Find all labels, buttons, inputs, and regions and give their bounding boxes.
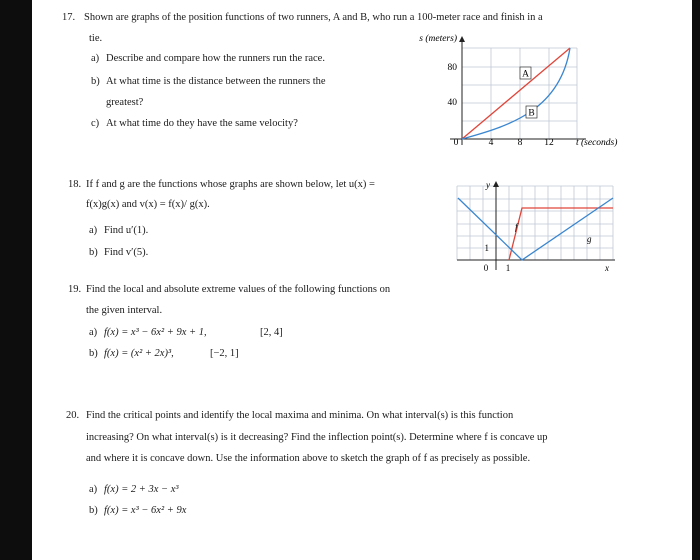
- part-label: a): [91, 53, 100, 64]
- x-tick-label: 4: [488, 138, 494, 148]
- question-text: Find the critical points and identify the local maxima and minima. On what interval(s) is this function: [86, 410, 514, 421]
- question-number: 17.: [62, 12, 76, 23]
- part-text: At what time is the distance between the runners the: [106, 76, 326, 87]
- part-label: a): [89, 327, 98, 338]
- graph-grid: [457, 186, 613, 260]
- part-label: b): [91, 76, 100, 87]
- question-text: and where it is concave down. Use the information above to sketch the graph of f as precisely as possible.: [86, 453, 531, 464]
- y-tick-label: 1: [484, 243, 489, 253]
- x-tick-label: 12: [544, 138, 554, 148]
- y-axis-label: s (meters): [419, 34, 457, 44]
- x-tick-label: 0: [483, 263, 489, 273]
- x-tick-label: 8: [517, 138, 523, 148]
- part-label: c): [91, 118, 100, 129]
- part-label: b): [89, 247, 98, 258]
- x-axis-label: x: [605, 263, 609, 273]
- y-tick-label: 80: [447, 63, 457, 73]
- x-axis-label: t (seconds): [576, 138, 618, 148]
- question-text: Find the local and absolute extreme values of the following functions on: [86, 284, 391, 295]
- question-text: f(x)g(x) and v(x) = f(x)/ g(x).: [86, 199, 210, 210]
- part-label: a): [89, 225, 98, 236]
- graph-g: [458, 198, 613, 260]
- question-text: If f and g are the functions whose graphs are shown below, let u(x) =: [86, 179, 375, 190]
- question-text: the given interval.: [86, 305, 163, 316]
- graph-g-label: g: [587, 234, 592, 244]
- curve-b-label: B: [528, 108, 535, 119]
- question-text: Shown are graphs of the position functions of two runners, A and B, who run a 100-meter race and finish in a: [84, 12, 543, 23]
- part-text: Describe and compare how the runners run the race.: [106, 53, 325, 64]
- y-axis-label: y: [486, 180, 490, 190]
- y-axis-arrow-icon: [459, 36, 465, 42]
- question-number: 19.: [68, 284, 82, 295]
- x-tick-label: 1: [505, 263, 511, 273]
- interval: [2, 4]: [260, 327, 283, 338]
- function-expression: f(x) = x³ − 6x² + 9x + 1,: [104, 327, 207, 338]
- y-tick-label: 40: [447, 98, 457, 108]
- function-expression: f(x) = 2 + 3x − x³: [104, 484, 179, 495]
- question-text: increasing? On what interval(s) is it decreasing? Find the inflection point(s). Determine where f is concave up: [86, 432, 548, 443]
- function-expression: f(x) = (x² + 2x)³,: [104, 348, 174, 359]
- x-tick-label: 0: [453, 138, 459, 148]
- part-text: At what time do they have the same velocity?: [106, 118, 298, 129]
- graph-f-label: f: [515, 222, 518, 232]
- y-axis-arrow-icon: [493, 181, 499, 187]
- part-text: greatest?: [106, 97, 144, 108]
- left-page-edge: [0, 0, 32, 560]
- right-page-edge: [692, 0, 700, 560]
- part-text: Find v′(5).: [104, 247, 149, 258]
- part-label: b): [89, 505, 98, 516]
- function-expression: f(x) = x³ − 6x² + 9x: [104, 505, 187, 516]
- part-label: b): [89, 348, 98, 359]
- curve-a: [462, 48, 570, 139]
- position-graph: [400, 30, 640, 155]
- part-label: a): [89, 484, 98, 495]
- question-text: tie.: [89, 33, 103, 44]
- question-number: 20.: [66, 410, 80, 421]
- curve-a-label: A: [522, 69, 529, 80]
- question-number: 18.: [68, 179, 82, 190]
- graph-grid: [462, 48, 577, 139]
- interval: [−2, 1]: [210, 348, 239, 359]
- functions-graph: [450, 178, 620, 286]
- part-text: Find u′(1).: [104, 225, 149, 236]
